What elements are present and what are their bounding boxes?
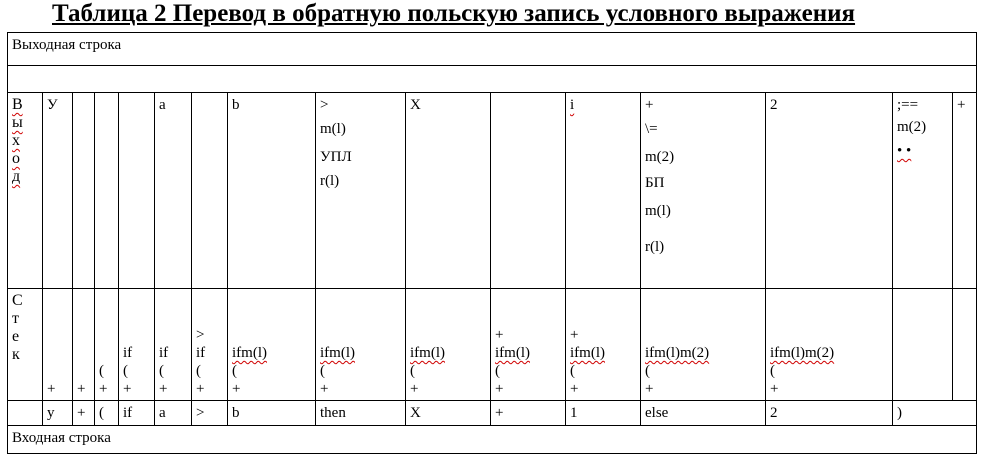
stack-label-char: к (12, 346, 20, 363)
output-label-char: х (12, 132, 20, 149)
input-cell: > (192, 401, 228, 426)
output-cell: b (228, 93, 316, 289)
input-cell: ( (95, 401, 119, 426)
input-cell: ) (893, 401, 977, 426)
output-label-char: о (12, 150, 20, 167)
output-cell (192, 93, 228, 289)
input-cell: b (228, 401, 316, 426)
rpn-table (7, 32, 977, 454)
stack-cell: + ifm(l) ( + (491, 289, 566, 401)
input-cell: if (119, 401, 155, 426)
stack-cell: if ( + (119, 289, 155, 401)
input-cell: then (316, 401, 406, 426)
output-cell: ;== m(2) • • (893, 93, 953, 289)
stack-cell: ifm(l)m(2) ( + (766, 289, 893, 401)
stack-cell (893, 289, 953, 401)
output-side-label (8, 93, 43, 289)
stack-cell: ( + (95, 289, 119, 401)
output-cell: 2 (766, 93, 893, 289)
blank-row (8, 66, 977, 93)
stack-cell (953, 289, 977, 401)
input-cell: + (73, 401, 95, 426)
stack-cell: > if ( + (192, 289, 228, 401)
output-cell (119, 93, 155, 289)
stack-cell: ifm(l) ( + (406, 289, 491, 401)
output-cell (491, 93, 566, 289)
input-cell: 1 (566, 401, 641, 426)
stack-cell: if ( + (155, 289, 192, 401)
input-cell: X (406, 401, 491, 426)
output-cell (95, 93, 119, 289)
output-label-char: В (12, 96, 23, 113)
page-title: Таблица 2 Перевод в обратную польскую запись условного выражения (52, 0, 856, 27)
output-label-char: ы (12, 114, 23, 131)
input-cell: 2 (766, 401, 893, 426)
input-row (8, 401, 977, 426)
stack-row (8, 289, 977, 401)
stack-label-char: т (12, 310, 19, 327)
output-cell: X (406, 93, 491, 289)
output-cell (73, 93, 95, 289)
input-cell: + (491, 401, 566, 426)
output-cell: i (566, 93, 641, 289)
output-row (8, 93, 977, 289)
stack-cell: ifm(l) ( + (228, 289, 316, 401)
output-cell: > m(l) УПЛ r(l) (316, 93, 406, 289)
stack-cell: + (43, 289, 73, 401)
input-cell: y (43, 401, 73, 426)
input-cell: else (641, 401, 766, 426)
output-cell: + (953, 93, 977, 289)
output-cell: a (155, 93, 192, 289)
stack-label-char: С (12, 292, 23, 309)
stack-cell: + (73, 289, 95, 401)
stack-cell: + ifm(l) ( + (566, 289, 641, 401)
output-cell: У (43, 93, 73, 289)
output-row-header: Выходная строка (8, 33, 977, 66)
stack-cell: ifm(l)m(2) ( + (641, 289, 766, 401)
stack-label-char: е (12, 328, 20, 345)
stack-cell: ifm(l) ( + (316, 289, 406, 401)
input-cell: a (155, 401, 192, 426)
input-row-header: Входная строка (8, 426, 977, 454)
stack-side-label (8, 289, 43, 401)
input-cell (8, 401, 43, 426)
output-label-char: д (12, 168, 21, 185)
output-cell: + \= m(2) БП m(l) r(l) (641, 93, 766, 289)
